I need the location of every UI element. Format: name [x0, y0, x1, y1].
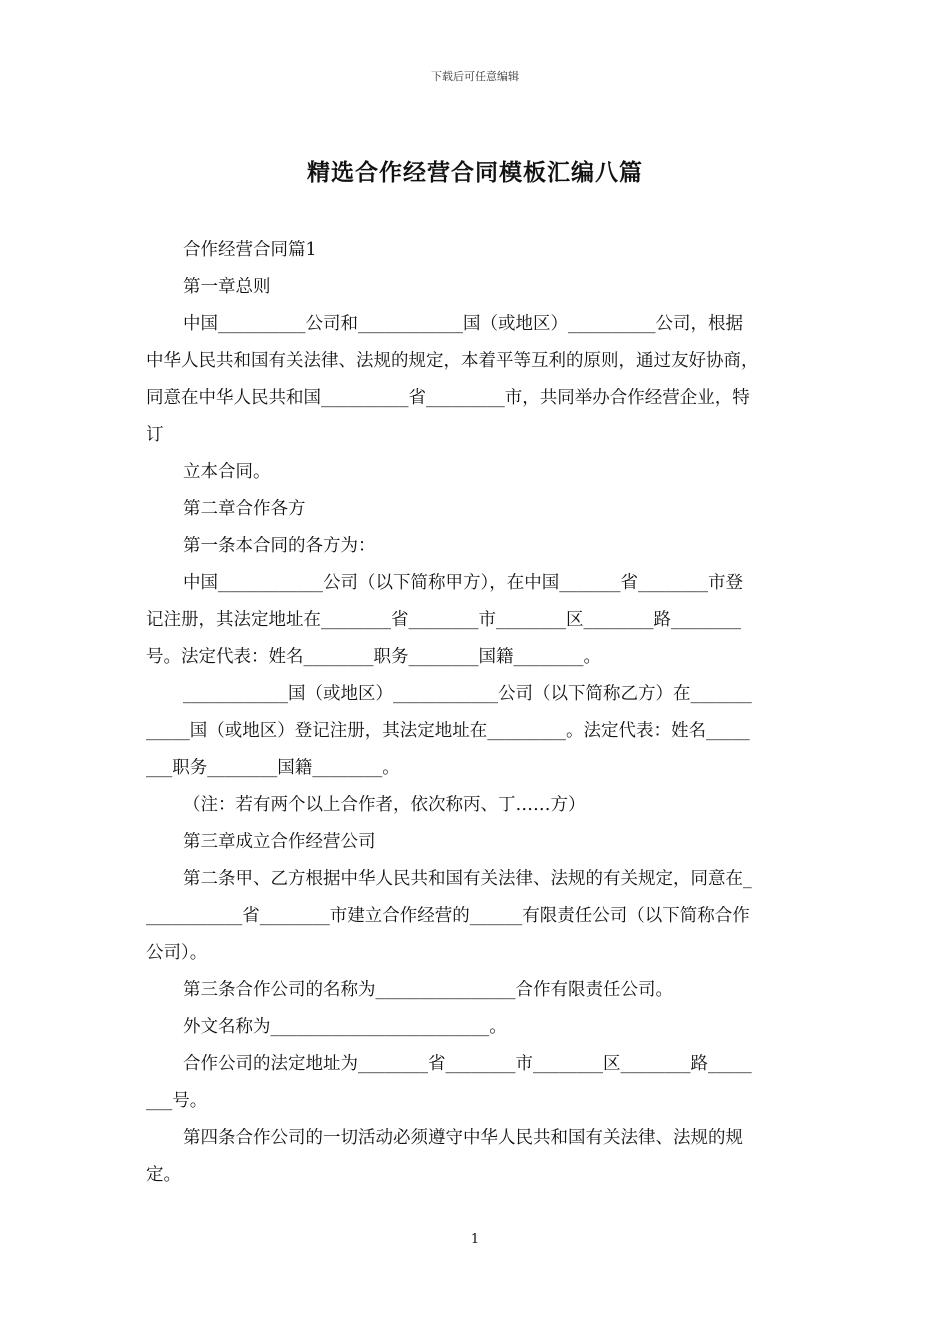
paragraph-line: 合作经营合同篇1: [183, 240, 317, 260]
paragraph-line: 立本合同。: [183, 462, 271, 482]
page-number: 1: [470, 1232, 480, 1247]
paragraph-line: _____国（或地区）登记注册，其法定地址在_________。法定代表：姓名_____: [146, 721, 750, 741]
paragraph-line: ___________省________市建立合作经营的______有限责任公司（以下简称合作: [146, 906, 750, 926]
paragraph-line: 中华人民共和国有关法律、法规的规定，本着平等互利的原则，通过友好协商，: [146, 351, 759, 371]
paragraph-line: 第三条合作公司的名称为________________合作有限责任公司。: [183, 980, 673, 1000]
paragraph-line: 第四条合作公司的一切活动必须遵守中华人民共和国有关法律、法规的规: [183, 1128, 743, 1148]
paragraph-line: （注：若有两个以上合作者，依次称丙、丁……方）: [183, 795, 586, 815]
paragraph-line: 第一章总则: [183, 277, 271, 297]
paragraph-line: 定。: [146, 1165, 181, 1185]
paragraph-line: 合作公司的法定地址为________省________市________区________路_____: [183, 1054, 752, 1074]
document-body: [146, 232, 810, 1194]
paragraph-line: ___号。: [146, 1091, 208, 1111]
paragraph-line: 中国____________公司（以下简称甲方），在中国_______省________市登: [183, 573, 743, 593]
paragraph-line: 第一条本合同的各方为：: [183, 536, 376, 556]
paragraph-line: 号。法定代表：姓名________职务________国籍________。: [146, 647, 601, 667]
paragraph-line: ___职务________国籍________。: [146, 758, 400, 778]
document-title: 精选合作经营合同模板汇编八篇: [307, 159, 643, 186]
paragraph-line: 公司）。: [146, 943, 208, 963]
paragraph-line: 同意在中华人民共和国__________省_________市，共同举办合作经营企业，特: [146, 388, 750, 408]
paragraph-line: 订: [146, 425, 164, 445]
paragraph-line: 中国__________公司和____________国（或地区）__________公司，根据: [183, 314, 743, 334]
paragraph-line: ____________国（或地区）____________公司（以下简称乙方）在_______: [183, 684, 752, 704]
paragraph-line: 第二章合作各方: [183, 499, 306, 519]
paragraph-line: 第二条甲、乙方根据中华人民共和国有关法律、法规的有关规定，同意在_: [183, 869, 752, 889]
paragraph-line: 第三章成立合作经营公司: [183, 832, 376, 852]
header-note: 下载后可任意编辑: [431, 70, 519, 83]
paragraph-line: 记注册，其法定地址在________省________市________区________路________: [146, 610, 741, 630]
paragraph-line: 外文名称为_________________________。: [183, 1017, 507, 1037]
